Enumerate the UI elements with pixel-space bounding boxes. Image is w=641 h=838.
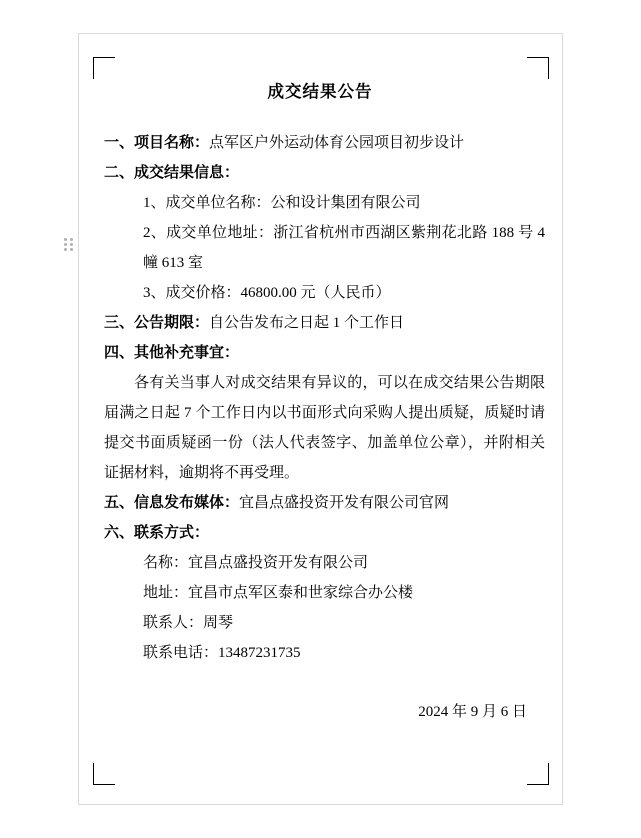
section-3 xyxy=(95,308,545,338)
contact-address: 地址：宜昌市点军区泰和世家综合办公楼 xyxy=(143,585,414,601)
section-3-value: 自公告发布之日起 1 个工作日 xyxy=(209,315,405,331)
contact-phone: 联系电话：13487231735 xyxy=(143,645,301,661)
drag-handle-icon[interactable] xyxy=(64,238,74,254)
section-3-label: 三、公告期限： xyxy=(104,315,210,331)
section-2-item-1: 1、成交单位名称：公和设计集团有限公司 xyxy=(143,195,421,211)
section-2 xyxy=(95,158,545,188)
crop-mark-bottom-right xyxy=(527,763,549,785)
section-2-label: 二、成交结果信息： xyxy=(104,165,240,181)
section-5-label: 五、信息发布媒体： xyxy=(104,495,240,511)
section-1 xyxy=(95,128,545,158)
section-5-value: 宜昌点盛投资开发有限公司官网 xyxy=(239,495,450,511)
section-5 xyxy=(95,488,545,518)
contact-person: 联系人：周琴 xyxy=(143,615,234,631)
section-1-label: 一、项目名称： xyxy=(104,135,210,151)
document-date: 2024 年 9 月 6 日 xyxy=(418,704,527,720)
section-4-label: 四、其他补充事宜： xyxy=(104,345,240,361)
contact-name: 名称：宜昌点盛投资开发有限公司 xyxy=(143,555,369,571)
section-4 xyxy=(95,338,545,368)
section-2-item-3: 3、成交价格：46800.00 元（人民币） xyxy=(143,285,391,301)
crop-mark-bottom-left xyxy=(93,763,115,785)
section-1-value: 点军区户外运动体育公园项目初步设计 xyxy=(209,135,465,151)
section-6 xyxy=(95,518,545,548)
section-6-label: 六、联系方式： xyxy=(104,525,210,541)
section-4-paragraph: 各有关当事人对成交结果有异议的，可以在成交结果公告期限届满之日起 7 个工作日内以书面形式向采购人提出质疑，质疑时请提交书面质疑函一份（法人代表签字、加盖单位公章），并附相关证据材料，逾期将不再受理。 xyxy=(104,375,545,481)
page-title: 成交结果公告 xyxy=(267,82,373,101)
document-content xyxy=(95,70,545,726)
section-2-item-2: 2、成交单位地址：浙江省杭州市西湖区紫荆花北路 188 号 4 幢 613 室 xyxy=(143,225,545,271)
